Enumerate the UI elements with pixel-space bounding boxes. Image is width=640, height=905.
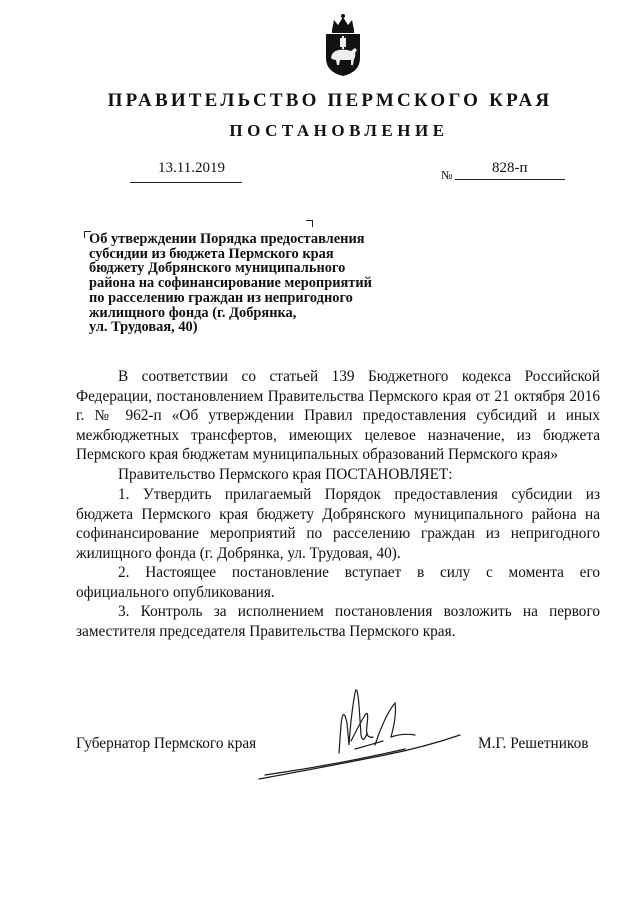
subject-line: жилищного фонда (г. Добрянка,: [89, 304, 297, 321]
resolution-paragraph: Правительство Пермского края ПОСТАНОВЛЯЕТ:: [118, 466, 453, 483]
document-date: 13.11.2019: [158, 160, 225, 176]
signatory-position: Губернатор Пермского края: [76, 735, 257, 752]
date-underline: [130, 182, 242, 183]
clause-1: 1. Утвердить прилагаемый Порядок предоставления субсидии из бюджета Пермского края бюджету Добрянского муниципального района на софинансирование мероприятий по расселению граждан из непригодного жилищного фонда (г. Добрянка, ул. Трудовая, 40).: [76, 486, 600, 562]
clause-3: 3. Контроль за исполнением постановления возложить на первого заместителя председателя Правительства Пермского края.: [76, 603, 600, 640]
subject-line: ул. Трудовая, 40): [89, 319, 198, 336]
document-subject: [89, 232, 409, 335]
subject-line: Об утверждении Порядка предоставления: [89, 231, 365, 247]
clause-2: 2. Настоящее постановление вступает в силу с момента его официального опубликования.: [76, 564, 600, 601]
subject-line: района на софинансирование мероприятий: [89, 275, 372, 292]
preamble-paragraph: В соответствии со статьей 139 Бюджетного кодекса Российской Федерации, постановлением Правительства Пермского края от 21 октября 2016 г. № 962-п «Об утверждении Правил предоставления субсидий и иных межбюджетных трансфертов, имеющих целевое назначение, из бюджета Пермского края бюджетам муниципальных образований Пермского края»: [76, 368, 600, 463]
signatory-name: М.Г. Решетников: [478, 735, 589, 752]
number-underline: [455, 179, 565, 180]
perm-krai-emblem-icon: [322, 12, 364, 78]
subject-line: бюджету Добрянского муниципального: [89, 260, 346, 277]
handwritten-signature-icon: [255, 675, 465, 785]
subject-line: по расселению граждан из непригодного: [89, 289, 353, 306]
document-number: 828-п: [492, 160, 528, 176]
document-type: ПОСТАНОВЛЕНИЕ: [229, 121, 449, 140]
subject-bracket-right: [306, 220, 313, 227]
number-label: №: [441, 168, 453, 182]
government-title: ПРАВИТЕЛЬСТВО ПЕРМСКОГО КРАЯ: [107, 90, 553, 111]
subject-line: субсидии из бюджета Пермского края: [89, 245, 334, 262]
